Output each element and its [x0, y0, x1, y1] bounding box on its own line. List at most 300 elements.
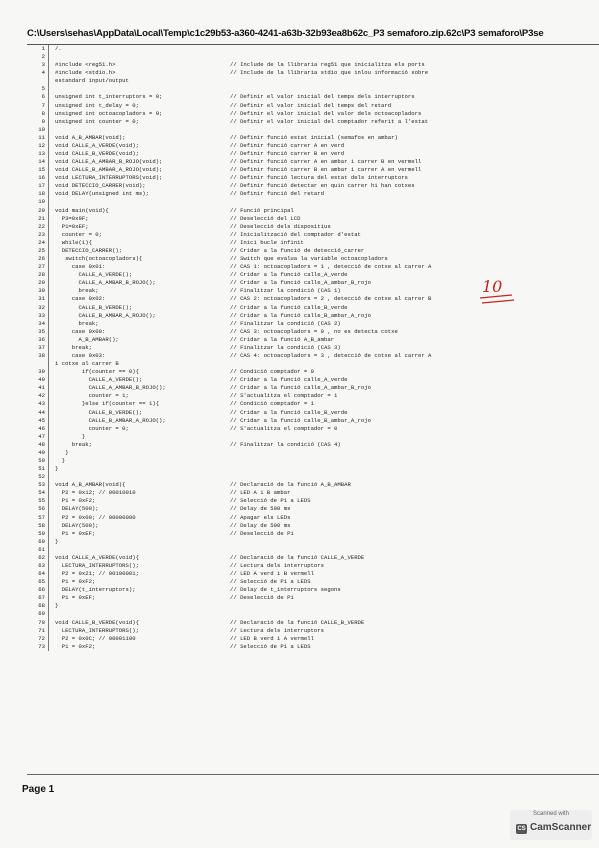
- code-text: void CALLE_A_VERDE(void){: [55, 553, 139, 561]
- code-line: [27, 433, 599, 441]
- line-number: 44: [38, 408, 45, 416]
- gutter-line: [48, 538, 49, 546]
- code-comment: // Inici bucle infinit: [230, 238, 304, 246]
- code-text: switch(octoacopladors){: [55, 255, 143, 263]
- gutter-line: [48, 150, 49, 158]
- code-text: DELAY(500);: [55, 505, 99, 513]
- code-comment: // Definir funció detectar en quin carrer hi han cotxes: [230, 182, 415, 190]
- code-text: while(1){: [55, 238, 92, 246]
- code-line: [27, 417, 599, 425]
- line-number: 9: [41, 117, 45, 125]
- gutter-line: [48, 207, 49, 215]
- gutter-line: [48, 271, 49, 279]
- code-text: P2 = 0x21; // 00100001;: [55, 570, 139, 578]
- code-text: /.: [55, 45, 62, 52]
- line-number: 41: [38, 384, 45, 392]
- code-comment: // Definir el valor inicial del comptador referit a l'estat: [230, 117, 429, 125]
- line-number: 32: [38, 303, 45, 311]
- gutter-line: [48, 425, 49, 433]
- code-comment: // Cridar a la funció calle_B_ambar_A_rojo: [230, 311, 371, 319]
- gutter-line: [48, 134, 49, 142]
- footer-divider: [27, 774, 599, 775]
- code-line: [27, 409, 599, 417]
- gutter-line: [48, 110, 49, 118]
- line-number: 25: [38, 246, 45, 254]
- gutter-line: [48, 61, 49, 69]
- code-text: CALLE_A_AMBAR_B_ROJO();: [55, 384, 166, 392]
- code-text: break;: [55, 440, 92, 448]
- code-comment: // Include de la llibraria reg51 que inicialitza els ports: [230, 61, 425, 69]
- line-number: 54: [38, 489, 45, 497]
- code-comment: // Cridar a la funció calle_B_verde: [230, 303, 348, 311]
- code-text: void DELAY(unsigned int ms);: [55, 190, 149, 198]
- code-comment: // Definir funció carrer A en ambar i carrer B en vermell: [230, 158, 422, 166]
- code-comment: // CAS 4: octoacopladors = 3 , detecció de cotxe al carrer A: [230, 351, 432, 359]
- code-text: P1 = 0xEF;: [55, 529, 96, 537]
- line-number: 71: [38, 626, 45, 634]
- gutter-line: [48, 481, 49, 489]
- line-number: 23: [38, 230, 45, 238]
- line-number: 61: [38, 545, 45, 553]
- code-line: [27, 578, 599, 586]
- line-number: 2: [41, 53, 45, 61]
- code-text: CALLE_B_AMBAR_A_ROJO();: [55, 416, 166, 424]
- code-line: [27, 562, 599, 570]
- gutter-line: [48, 602, 49, 610]
- line-number: 8: [41, 109, 45, 117]
- code-text: P1=0xEF;: [55, 222, 89, 230]
- code-line: [27, 320, 599, 328]
- gutter-line: [48, 409, 49, 417]
- gutter-line: [48, 142, 49, 150]
- code-comment: // Condició comptador = 1: [230, 400, 314, 408]
- code-line: [27, 126, 599, 134]
- line-number: 24: [38, 238, 45, 246]
- gutter-line: [48, 578, 49, 586]
- gutter-line: [48, 312, 49, 320]
- line-number: 4: [41, 69, 45, 77]
- code-text: }: [55, 602, 59, 610]
- line-number: 5: [41, 85, 45, 93]
- line-number: 26: [38, 255, 45, 263]
- code-comment: // Delay de 500 ms: [230, 521, 291, 529]
- gutter-line: [48, 328, 49, 336]
- gutter-line: [48, 610, 49, 618]
- line-number: 36: [38, 335, 45, 343]
- gutter-line: [48, 489, 49, 497]
- line-number: 57: [38, 513, 45, 521]
- gutter-line: [48, 215, 49, 223]
- code-text: break;: [55, 287, 99, 295]
- code-text: }: [55, 465, 59, 473]
- code-text: void CALLE_B_VERDE(void);: [55, 150, 139, 158]
- code-comment: // Delay de t_interruptors segons: [230, 586, 341, 594]
- code-line: [27, 182, 599, 190]
- code-line: [27, 190, 599, 198]
- line-number: 14: [38, 158, 45, 166]
- code-line: [27, 530, 599, 538]
- camscanner-name: CamScanner: [530, 822, 592, 833]
- code-text: void DETECCIO_CARRER(void);: [55, 182, 146, 190]
- code-comment: [230, 538, 599, 546]
- code-line: [27, 134, 599, 142]
- gutter-line: [48, 457, 49, 465]
- code-text: P1 = 0xF2;: [55, 578, 96, 586]
- gutter-line: [48, 182, 49, 190]
- code-line: [27, 239, 599, 247]
- code-comment: // Switch que evalua la variable octoacopladors: [230, 255, 388, 263]
- gutter-line: [48, 45, 49, 53]
- line-number: 20: [38, 206, 45, 214]
- code-text: void CALLE_B_AMBAR_A_ROJO(void);: [55, 166, 163, 174]
- gutter-line: [48, 336, 49, 344]
- line-number: 34: [38, 319, 45, 327]
- code-line: [27, 546, 599, 554]
- code-text: if(counter == 0){: [55, 368, 139, 376]
- line-number: 50: [38, 456, 45, 464]
- code-comment: // Lectura dels interruptors: [230, 562, 324, 569]
- gutter-line: [48, 263, 49, 271]
- gutter-line: [48, 562, 49, 570]
- code-line: [27, 158, 599, 166]
- gutter-line: [48, 255, 49, 263]
- code-line: [27, 635, 599, 643]
- gutter-line: [48, 239, 49, 247]
- code-line: [27, 602, 599, 610]
- code-line: [27, 514, 599, 522]
- line-number: 16: [38, 174, 45, 182]
- gutter-line: [48, 166, 49, 174]
- gutter-line: [48, 522, 49, 530]
- handwritten-grade-mark: [478, 276, 518, 308]
- code-line: [27, 505, 599, 513]
- wrapped-text: estandard input/output: [55, 77, 129, 85]
- line-number: 31: [38, 295, 45, 303]
- code-text: counter = 1;: [55, 392, 129, 400]
- gutter-line: [48, 198, 49, 206]
- line-number: 42: [38, 392, 45, 400]
- code-comment: // Cridar a la funció calle_B_ambar_A_rojo: [230, 416, 371, 424]
- code-line: [27, 554, 599, 562]
- code-line: [27, 93, 599, 101]
- code-text: unsigned int counter = 0;: [55, 117, 139, 125]
- code-comment: // LED A i B ambar: [230, 489, 291, 497]
- code-text: DELAY(t_interruptors);: [55, 586, 136, 594]
- code-line: [27, 215, 599, 223]
- code-comment: // LED B verd i A vermell: [230, 634, 314, 642]
- code-line: [27, 150, 599, 158]
- gutter-line: [48, 247, 49, 255]
- code-comment: // Definir funció del retard: [230, 190, 324, 198]
- code-comment: // Inicialització del comptador d'estat: [230, 230, 361, 238]
- handwritten-grade: 10: [482, 277, 503, 296]
- code-line: [27, 352, 599, 368]
- code-text: CALLE_B_VERDE();: [55, 303, 133, 311]
- code-line: [27, 198, 599, 206]
- code-text: }: [55, 448, 69, 456]
- line-number: 45: [38, 416, 45, 424]
- gutter-line: [48, 344, 49, 352]
- code-line: [27, 85, 599, 93]
- line-number: 18: [38, 190, 45, 198]
- line-number: 51: [38, 465, 45, 473]
- code-line: [27, 489, 599, 497]
- gutter-line: [48, 546, 49, 554]
- line-number: 7: [41, 101, 45, 109]
- code-text: counter = 0;: [55, 424, 129, 432]
- line-number: 39: [38, 368, 45, 376]
- code-text: }else if(counter == 1){: [55, 400, 160, 408]
- code-comment: // Include de la llibraria stdio que inlou informació sobre: [230, 69, 429, 77]
- gutter-line: [48, 417, 49, 425]
- code-line: [27, 102, 599, 110]
- code-line: [27, 384, 599, 392]
- code-line: [27, 449, 599, 457]
- code-text: #include <reg51.h>: [55, 61, 116, 69]
- code-comment: // S'actualitza el comptador = 1: [230, 392, 338, 400]
- gutter-line: [48, 497, 49, 505]
- code-comment: // Finalitzar la condició (CAS 3): [230, 343, 341, 351]
- code-line: [27, 255, 599, 263]
- line-number: 12: [38, 141, 45, 149]
- code-comment: // LED A verd i B vermell: [230, 570, 314, 578]
- code-text: A_B_AMBAR();: [55, 335, 119, 343]
- gutter-line: [48, 449, 49, 457]
- code-line: [27, 376, 599, 384]
- code-comment: // Apagar els LEDs: [230, 513, 291, 521]
- camscanner-watermark: [510, 810, 592, 840]
- code-line: [27, 45, 599, 53]
- gutter-line: [48, 473, 49, 481]
- line-number: 49: [38, 448, 45, 456]
- line-number: 6: [41, 93, 45, 101]
- code-listing: [27, 45, 599, 651]
- gutter-line: [48, 554, 49, 562]
- gutter-line: [48, 352, 49, 368]
- code-comment: // Cridar a la funció de detecció_carrer: [230, 246, 365, 254]
- gutter-line: [48, 384, 49, 392]
- code-comment: // Cridar a la funció calle_A_ambar_B_rojo: [230, 384, 371, 392]
- line-number: 67: [38, 594, 45, 602]
- code-line: [27, 473, 599, 481]
- code-text: unsigned int t_delay = 0;: [55, 101, 139, 109]
- line-number: 38: [38, 351, 45, 359]
- code-line: [27, 392, 599, 400]
- code-comment: // Deselecció del LCD: [230, 214, 301, 222]
- code-line: [27, 207, 599, 215]
- code-comment: // Definir el valor inicial del valor dels octoacopladors: [230, 109, 422, 117]
- code-comment: // Cridar a la funció calle_A_verde: [230, 271, 348, 279]
- code-text: DELAY(500);: [55, 521, 99, 529]
- code-text: case 0x01:: [55, 263, 106, 271]
- gutter-line: [48, 126, 49, 134]
- code-text: #include <stdio.h>: [55, 69, 116, 77]
- code-text: case 0x02:: [55, 295, 106, 303]
- line-number: 10: [38, 125, 45, 133]
- code-comment: // Declaració de la funció A_B_AMBAR: [230, 481, 351, 489]
- line-number: 66: [38, 586, 45, 594]
- code-comment: // Condició comptador = 0: [230, 368, 314, 376]
- wrapped-text: i cotxe al carrer B: [55, 360, 119, 368]
- line-number: 22: [38, 222, 45, 230]
- code-line: [27, 69, 599, 85]
- code-text: LECTURA_INTERRUPTORS();: [55, 626, 139, 634]
- gutter-line: [48, 158, 49, 166]
- code-text: unsigned int t_interruptors = 0;: [55, 93, 163, 101]
- code-comment: [230, 465, 599, 473]
- code-text: CALLE_B_VERDE();: [55, 408, 143, 416]
- gutter-line: [48, 287, 49, 295]
- scanned-with-label: Scanned with: [532, 811, 570, 817]
- code-text: P1 = 0xF2;: [55, 497, 96, 505]
- code-text: void CALLE_A_AMBAR_B_ROJO(void);: [55, 158, 163, 166]
- code-text: break;: [55, 343, 92, 351]
- code-comment: // S'actualitza el comptador = 0: [230, 424, 338, 432]
- line-number: 69: [38, 610, 45, 618]
- gutter-line: [48, 400, 49, 408]
- code-text: CALLE_A_VERDE();: [55, 376, 143, 384]
- gutter-line: [48, 376, 49, 384]
- code-text: }: [55, 456, 66, 464]
- code-text: P2 = 0x00; // 00000000: [55, 513, 136, 521]
- line-number: 29: [38, 279, 45, 287]
- code-comment: // Finalitzar la condició (CAS 1): [230, 287, 341, 295]
- code-comment: // Definir el valor inicial del temps del retard: [230, 101, 392, 109]
- code-comment: // Definir funció estat inicial (semafos en ambar): [230, 133, 398, 141]
- gutter-line: [48, 223, 49, 231]
- code-line: [27, 441, 599, 449]
- gutter-line: [48, 190, 49, 198]
- code-comment: [230, 449, 599, 457]
- line-number: 56: [38, 505, 45, 513]
- code-comment: // Declaració de la funció CALLE_B_VERDE: [230, 618, 365, 626]
- code-text: }: [55, 432, 86, 440]
- code-line: [27, 643, 599, 651]
- code-line: [27, 231, 599, 239]
- code-text: CALLE_B_AMBAR_A_ROJO();: [55, 311, 156, 319]
- line-number: 17: [38, 182, 45, 190]
- code-text: void CALLE_A_VERDE(void);: [55, 141, 139, 149]
- code-comment: // Selecció de P1 a LEDS: [230, 642, 311, 650]
- code-line: [27, 328, 599, 336]
- code-text: case 0x03:: [55, 351, 106, 359]
- code-comment: // CAS 3: octoacopladors = 0 , no es detecta cotxe: [230, 327, 398, 335]
- gutter-line: [48, 643, 49, 651]
- gutter-line: [48, 594, 49, 602]
- code-comment: // CAS 2: octoacopladors = 2 , detecció de cotxe al carrer B: [230, 295, 432, 303]
- code-text: case 0x00:: [55, 327, 106, 335]
- code-text: void A_B_AMBAR(void);: [55, 133, 126, 141]
- line-number: 35: [38, 327, 45, 335]
- code-text: void CALLE_B_VERDE(void){: [55, 618, 139, 626]
- code-line: [27, 497, 599, 505]
- code-comment: // CAS 1: octoacopladors = 1 , detecció de cotxe al carrer A: [230, 263, 432, 271]
- code-line: [27, 247, 599, 255]
- gutter-line: [48, 231, 49, 239]
- code-comment: [230, 433, 599, 441]
- code-line: [27, 174, 599, 182]
- gutter-line: [48, 320, 49, 328]
- code-line: [27, 425, 599, 433]
- gutter-line: [48, 433, 49, 441]
- line-number: 65: [38, 578, 45, 586]
- line-number: 30: [38, 287, 45, 295]
- code-comment: // Cridar a la funció calle_B_verde: [230, 408, 348, 416]
- camscanner-logo-icon: CS: [517, 826, 526, 832]
- code-comment: // Definir funció carrer B en ambar i carrer A en vermell: [230, 166, 422, 174]
- code-text: P2 = 0x0C; // 00001100: [55, 634, 136, 642]
- code-text: void A_B_AMBAR(void){: [55, 481, 126, 489]
- line-number: 21: [38, 214, 45, 222]
- line-number: 47: [38, 432, 45, 440]
- code-line: [27, 619, 599, 627]
- gutter-line: [48, 505, 49, 513]
- code-line: [27, 538, 599, 546]
- gutter-line: [48, 392, 49, 400]
- code-line: [27, 594, 599, 602]
- line-number: 59: [38, 529, 45, 537]
- code-text: void LECTURA_INTERRUPTORS(void);: [55, 174, 163, 182]
- gutter-line: [48, 627, 49, 635]
- code-comment: // Cridar a la funció calle_A_verde: [230, 376, 348, 384]
- gutter-line: [48, 530, 49, 538]
- gutter-line: [48, 304, 49, 312]
- line-number: 48: [38, 440, 45, 448]
- code-line: [27, 118, 599, 126]
- gutter-line: [48, 85, 49, 93]
- line-number: 15: [38, 166, 45, 174]
- code-text: LECTURA_INTERRUPTORS();: [55, 562, 139, 569]
- line-number: 40: [38, 376, 45, 384]
- code-line: [27, 53, 599, 61]
- code-comment: [230, 602, 599, 610]
- code-text: P2 = 0x12; // 00010010: [55, 489, 136, 497]
- line-number: 72: [38, 634, 45, 642]
- line-number: 1: [41, 45, 45, 52]
- code-comment: // Funció principal: [230, 206, 294, 214]
- line-number: 27: [38, 263, 45, 271]
- file-path-header: C:\Users\sehas\AppData\Local\Temp\c1c29b53-a360-4241-a63b-32b93ea8b62c_P3 semaforo.zip.62c\P3 semaforo\P3se: [27, 28, 544, 39]
- line-number: 33: [38, 311, 45, 319]
- code-text: CALLE_A_AMBAR_B_ROJO();: [55, 279, 156, 287]
- code-line: [27, 400, 599, 408]
- code-comment: // Selecció de P1 a LEDS: [230, 497, 311, 505]
- line-number: 43: [38, 400, 45, 408]
- page-number: Page 1: [22, 784, 55, 795]
- code-comment: // Definir funció lectura del estat dels interruptors: [230, 174, 408, 182]
- gutter-line: [48, 635, 49, 643]
- line-number: 52: [38, 473, 45, 481]
- gutter-line: [48, 93, 49, 101]
- code-line: [27, 570, 599, 578]
- gutter-line: [48, 279, 49, 287]
- code-line: [27, 368, 599, 376]
- line-number: 55: [38, 497, 45, 505]
- code-comment: // Cridar a la funció calle_A_ambar_B_rojo: [230, 279, 371, 287]
- code-comment: [230, 45, 599, 53]
- gutter-line: [48, 465, 49, 473]
- line-number: 28: [38, 271, 45, 279]
- gutter-line: [48, 102, 49, 110]
- gutter-line: [48, 570, 49, 578]
- gutter-line: [48, 368, 49, 376]
- line-number: 58: [38, 521, 45, 529]
- line-number: 62: [38, 553, 45, 561]
- line-number: 46: [38, 424, 45, 432]
- code-line: [27, 263, 599, 271]
- code-text: P3=0x9F;: [55, 214, 89, 222]
- code-line: [27, 142, 599, 150]
